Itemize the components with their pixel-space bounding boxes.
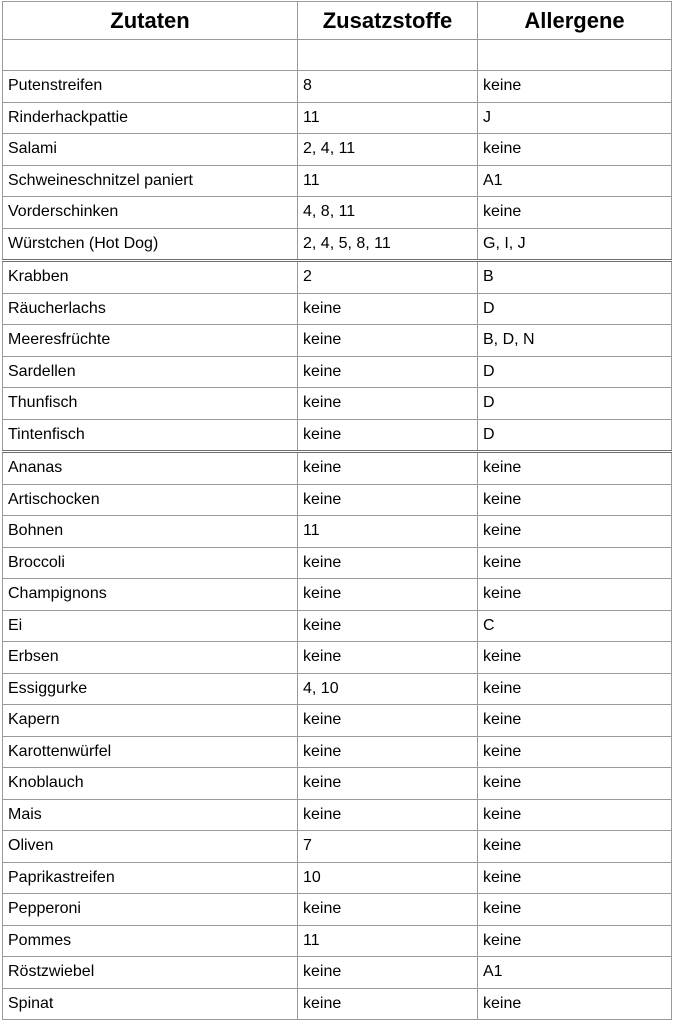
cell-zusatzstoffe: 11 (298, 102, 478, 134)
cell-allergene: keine (478, 894, 672, 926)
cell-allergene: keine (478, 768, 672, 800)
table-row (3, 356, 672, 388)
cell-zusatzstoffe: 2, 4, 11 (298, 134, 478, 166)
table-row (3, 484, 672, 516)
cell-zusatzstoffe: 11 (298, 516, 478, 548)
cell-zusatzstoffe: keine (298, 705, 478, 737)
table-body (3, 40, 672, 1020)
cell-allergene: A1 (478, 957, 672, 989)
cell-allergene: keine (478, 134, 672, 166)
cell-zutat: Vorderschinken (3, 197, 298, 229)
cell-zusatzstoffe: keine (298, 988, 478, 1020)
cell-allergene: D (478, 388, 672, 420)
cell-allergene: keine (478, 673, 672, 705)
cell-zutat: Sardellen (3, 356, 298, 388)
table-row (3, 452, 672, 485)
cell-allergene: G, I, J (478, 228, 672, 261)
table-row (3, 673, 672, 705)
cell-allergene: keine (478, 642, 672, 674)
cell-zutat: Paprikastreifen (3, 862, 298, 894)
cell-zutat: Ananas (3, 452, 298, 485)
cell-zutat: Pommes (3, 925, 298, 957)
cell-zusatzstoffe: 11 (298, 925, 478, 957)
cell-zusatzstoffe: keine (298, 547, 478, 579)
cell-zutat: Räucherlachs (3, 293, 298, 325)
cell-allergene: D (478, 419, 672, 452)
cell-zusatzstoffe: 8 (298, 71, 478, 103)
cell-zusatzstoffe: keine (298, 642, 478, 674)
cell-zusatzstoffe: keine (298, 768, 478, 800)
cell-allergene: keine (478, 799, 672, 831)
table-row (3, 165, 672, 197)
cell-allergene: keine (478, 579, 672, 611)
cell-allergene: keine (478, 516, 672, 548)
cell-zutat: Meeresfrüchte (3, 325, 298, 357)
table-row (3, 894, 672, 926)
cell-allergene: keine (478, 925, 672, 957)
cell-allergene: keine (478, 452, 672, 485)
cell-zutat: Spinat (3, 988, 298, 1020)
cell-zutat: Schweineschnitzel paniert (3, 165, 298, 197)
table-row (3, 419, 672, 452)
empty-cell (3, 40, 298, 71)
cell-zusatzstoffe: keine (298, 388, 478, 420)
cell-zutat: Kapern (3, 705, 298, 737)
table-row (3, 925, 672, 957)
cell-zutat: Knoblauch (3, 768, 298, 800)
table-row (3, 516, 672, 548)
table-row (3, 799, 672, 831)
ingredients-table (2, 1, 672, 1020)
table-row (3, 293, 672, 325)
table-row (3, 71, 672, 103)
cell-zutat: Bohnen (3, 516, 298, 548)
cell-zusatzstoffe: keine (298, 356, 478, 388)
cell-zutat: Würstchen (Hot Dog) (3, 228, 298, 261)
table-row (3, 134, 672, 166)
cell-allergene: keine (478, 988, 672, 1020)
table-row (3, 102, 672, 134)
cell-zusatzstoffe: 2, 4, 5, 8, 11 (298, 228, 478, 261)
cell-allergene: keine (478, 71, 672, 103)
cell-allergene: keine (478, 831, 672, 863)
cell-zusatzstoffe: keine (298, 484, 478, 516)
empty-row (3, 40, 672, 71)
table-row (3, 862, 672, 894)
cell-zusatzstoffe: keine (298, 325, 478, 357)
cell-zutat: Pepperoni (3, 894, 298, 926)
table-row (3, 325, 672, 357)
cell-zusatzstoffe: keine (298, 610, 478, 642)
cell-zusatzstoffe: keine (298, 799, 478, 831)
cell-zutat: Oliven (3, 831, 298, 863)
cell-allergene: B, D, N (478, 325, 672, 357)
cell-zusatzstoffe: 4, 10 (298, 673, 478, 705)
table-row (3, 831, 672, 863)
cell-zutat: Rinderhackpattie (3, 102, 298, 134)
column-header-allergene: Allergene (478, 2, 672, 40)
cell-zusatzstoffe: keine (298, 419, 478, 452)
cell-zutat: Putenstreifen (3, 71, 298, 103)
cell-zutat: Mais (3, 799, 298, 831)
table-row (3, 988, 672, 1020)
cell-zutat: Karottenwürfel (3, 736, 298, 768)
cell-allergene: keine (478, 705, 672, 737)
cell-allergene: D (478, 293, 672, 325)
cell-zutat: Tintenfisch (3, 419, 298, 452)
cell-allergene: keine (478, 197, 672, 229)
table-row (3, 388, 672, 420)
table-row (3, 642, 672, 674)
cell-zutat: Champignons (3, 579, 298, 611)
column-header-zusatzstoffe: Zusatzstoffe (298, 2, 478, 40)
cell-zusatzstoffe: 10 (298, 862, 478, 894)
table-row (3, 768, 672, 800)
cell-allergene: D (478, 356, 672, 388)
table-row (3, 547, 672, 579)
column-header-zutaten: Zutaten (3, 2, 298, 40)
cell-zusatzstoffe: 11 (298, 165, 478, 197)
table-row (3, 736, 672, 768)
table-row (3, 228, 672, 261)
table-row (3, 261, 672, 294)
table-row (3, 610, 672, 642)
cell-zutat: Artischocken (3, 484, 298, 516)
cell-zutat: Broccoli (3, 547, 298, 579)
empty-cell (478, 40, 672, 71)
cell-zusatzstoffe: keine (298, 957, 478, 989)
cell-allergene: keine (478, 736, 672, 768)
table-row (3, 579, 672, 611)
cell-zusatzstoffe: 4, 8, 11 (298, 197, 478, 229)
empty-cell (298, 40, 478, 71)
cell-zusatzstoffe: keine (298, 452, 478, 485)
cell-allergene: keine (478, 484, 672, 516)
cell-zutat: Salami (3, 134, 298, 166)
cell-allergene: A1 (478, 165, 672, 197)
table-header (3, 2, 672, 40)
cell-zusatzstoffe: keine (298, 736, 478, 768)
cell-zusatzstoffe: 2 (298, 261, 478, 294)
cell-allergene: keine (478, 547, 672, 579)
cell-allergene: J (478, 102, 672, 134)
cell-zusatzstoffe: keine (298, 293, 478, 325)
cell-allergene: keine (478, 862, 672, 894)
cell-zusatzstoffe: keine (298, 579, 478, 611)
table-row (3, 957, 672, 989)
cell-zutat: Essiggurke (3, 673, 298, 705)
cell-zutat: Ei (3, 610, 298, 642)
cell-zusatzstoffe: keine (298, 894, 478, 926)
table-row (3, 705, 672, 737)
header-row (3, 2, 672, 40)
cell-allergene: C (478, 610, 672, 642)
cell-zutat: Röstzwiebel (3, 957, 298, 989)
cell-zutat: Krabben (3, 261, 298, 294)
cell-allergene: B (478, 261, 672, 294)
cell-zusatzstoffe: 7 (298, 831, 478, 863)
cell-zutat: Thunfisch (3, 388, 298, 420)
cell-zutat: Erbsen (3, 642, 298, 674)
table-row (3, 197, 672, 229)
